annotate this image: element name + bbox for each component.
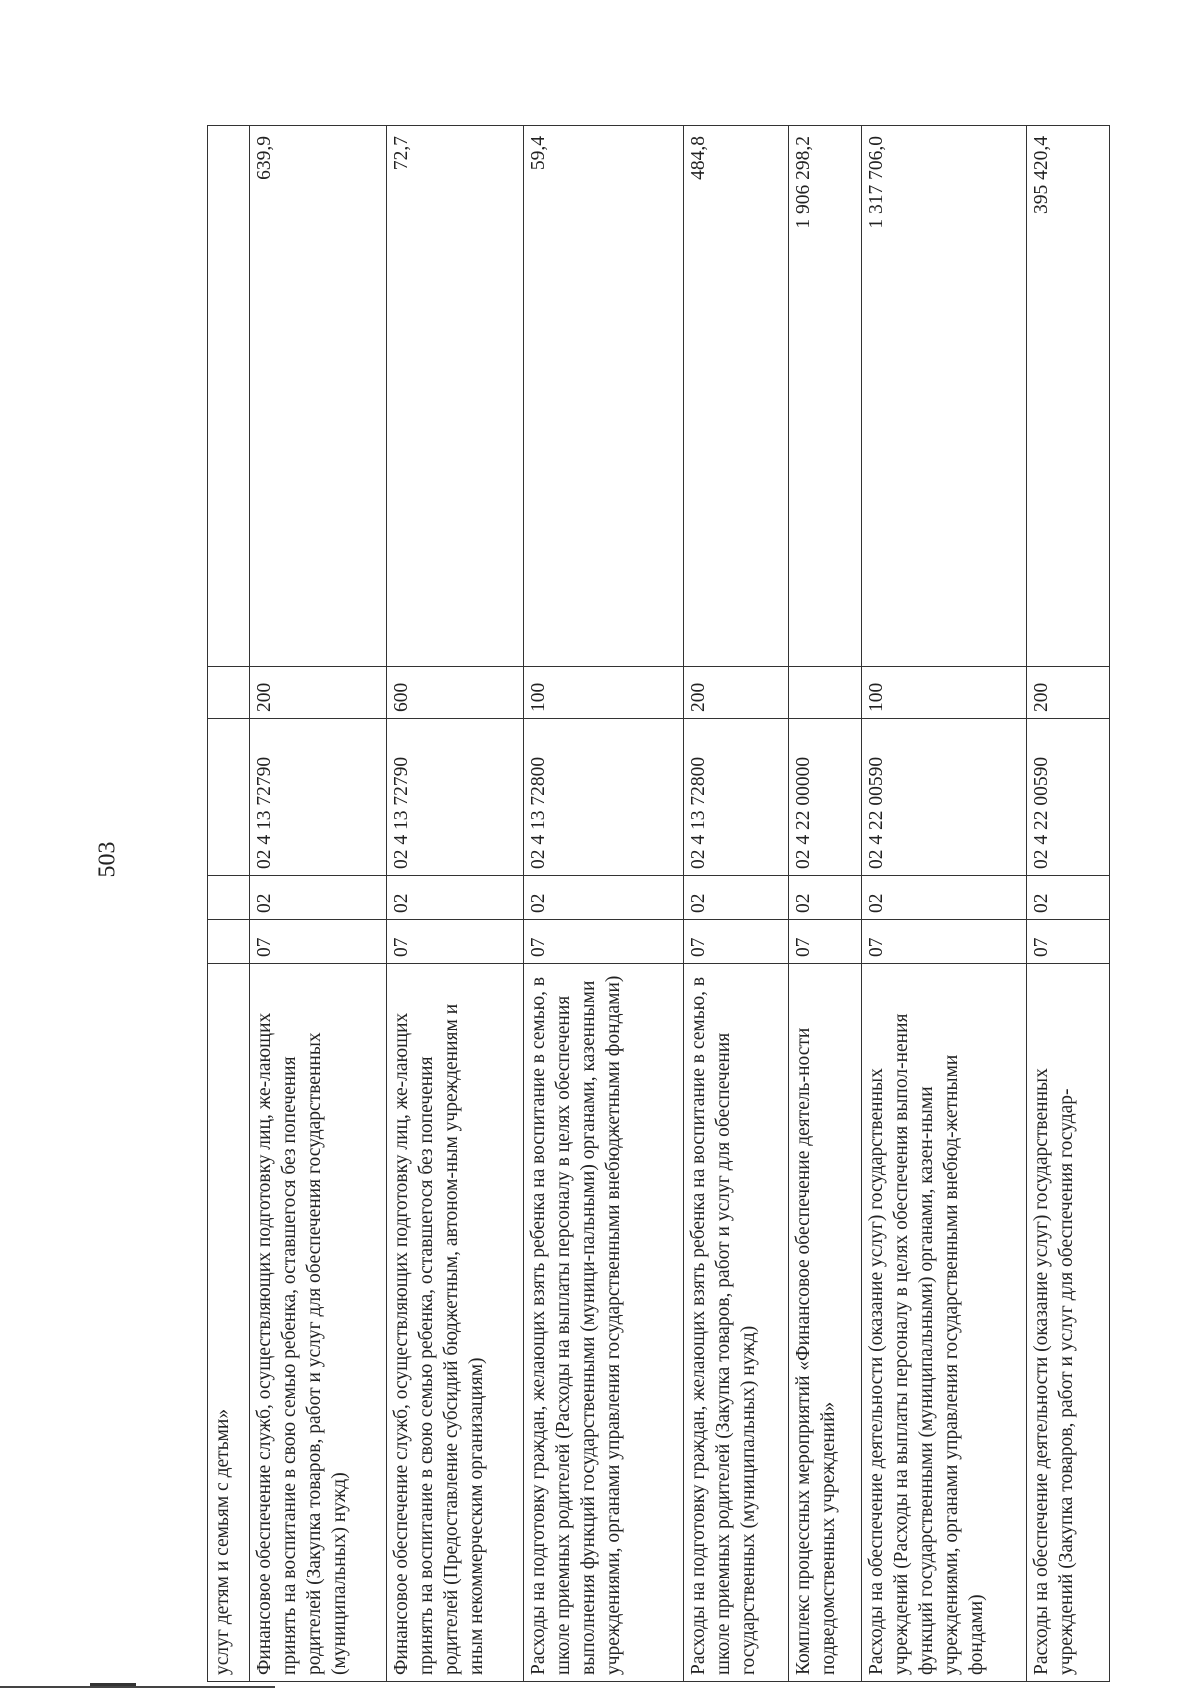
row-section: 07 — [387, 920, 524, 964]
row-target-code: 02 4 22 00590 — [1027, 719, 1110, 876]
row-target-code: 02 4 13 72790 — [387, 719, 524, 876]
row-subsection: 02 — [524, 876, 684, 920]
row-target-code: 02 4 22 00000 — [789, 719, 862, 876]
row-amount: 59,4 — [524, 126, 684, 667]
row-section: 07 — [789, 920, 862, 964]
row-section: 07 — [862, 920, 1027, 964]
row-section: 07 — [524, 920, 684, 964]
row-name: Финансовое обеспечение служб, осуществляющих подготовку лиц, же-лающих принять на воспитание в свою семью ребенка, оставшегося без попечения родителей (Предоставление субсидий бюджетным, автоном-ным учреждениям и иным некоммерческим организациям) — [387, 964, 524, 1682]
row-subsection: 02 — [684, 876, 789, 920]
row-expense-type: 600 — [387, 667, 524, 719]
row-section: 07 — [684, 920, 789, 964]
footer-divider-mark — [90, 1683, 136, 1686]
row-name: Финансовое обеспечение служб, осуществляющих подготовку лиц, же-лающих принять на воспитание в свою семью ребенка, оставшегося без попечения родителей (Закупка товаров, работ и услуг для обеспечения государственных (муниципальных) нужд) — [250, 964, 387, 1682]
row-expense-type: 200 — [684, 667, 789, 719]
row-amount: 395 420,4 — [1027, 126, 1110, 667]
row-amount: 72,7 — [387, 126, 524, 667]
row-subsection: 02 — [862, 876, 1027, 920]
row-name: Расходы на обеспечение деятельности (оказание услуг) государственных учреждений (Закупка товаров, работ и услуг для обеспечения государ- — [1027, 964, 1110, 1682]
table-row — [524, 126, 684, 1682]
row-section: 07 — [1027, 920, 1110, 964]
row-subsection: 02 — [250, 876, 387, 920]
table-row — [387, 126, 524, 1682]
budget-table-body — [208, 126, 1110, 1682]
table-row — [208, 126, 250, 1682]
row-expense-type: 200 — [250, 667, 387, 719]
table-row — [684, 126, 789, 1682]
table-row — [250, 126, 387, 1682]
row-subsection: 02 — [789, 876, 862, 920]
footer-divider — [0, 1686, 275, 1688]
row-section: 07 — [250, 920, 387, 964]
row-name: Расходы на подготовку граждан, желающих взять ребенка на воспитание в семью, в школе приемных родителей (Закупка товаров, работ и услуг для обеспечения государственных (муниципальных) нужд) — [684, 964, 789, 1682]
row-name: Расходы на подготовку граждан, желающих взять ребенка на воспитание в семью, в школе приемных родителей (Расходы на выплаты персоналу в целях обеспечения выполнения функций государственными (муници-пальными) органами, казенными учреждениями, органами управления государственными внебюджетными фондами) — [524, 964, 684, 1682]
row-amount: 1 906 298,2 — [789, 126, 862, 667]
budget-table-rotated — [207, 127, 1109, 1682]
row-expense-type — [789, 667, 862, 719]
row-section — [208, 920, 250, 964]
row-subsection: 02 — [1027, 876, 1110, 920]
row-expense-type: 200 — [1027, 667, 1110, 719]
row-target-code: 02 4 22 00590 — [862, 719, 1027, 876]
row-name: услуг детям и семьям с детьми» — [208, 964, 250, 1682]
row-amount: 484,8 — [684, 126, 789, 667]
row-target-code: 02 4 13 72800 — [524, 719, 684, 876]
row-subsection — [208, 876, 250, 920]
row-expense-type: 100 — [524, 667, 684, 719]
row-amount: 1 317 706,0 — [862, 126, 1027, 667]
row-expense-type — [208, 667, 250, 719]
table-row — [1027, 126, 1110, 1682]
row-name: Расходы на обеспечение деятельности (оказание услуг) государственных учреждений (Расходы на выплаты персоналу в целях обеспечения выпол-нения функций государственными (муниципальными) органами, казен-ными учреждениями, органами управления государственными внебюд-жетными фондами) — [862, 964, 1027, 1682]
budget-table — [207, 125, 1110, 1682]
row-target-code — [208, 719, 250, 876]
row-subsection: 02 — [387, 876, 524, 920]
table-row — [862, 126, 1027, 1682]
page-number: 503 — [94, 841, 121, 878]
row-amount — [208, 126, 250, 667]
table-row — [789, 126, 862, 1682]
row-expense-type: 100 — [862, 667, 1027, 719]
row-target-code: 02 4 13 72790 — [250, 719, 387, 876]
row-amount: 639,9 — [250, 126, 387, 667]
row-target-code: 02 4 13 72800 — [684, 719, 789, 876]
row-name: Комплекс процессных мероприятий «Финансовое обеспечение деятель-ности подведомственных учреждений» — [789, 964, 862, 1682]
